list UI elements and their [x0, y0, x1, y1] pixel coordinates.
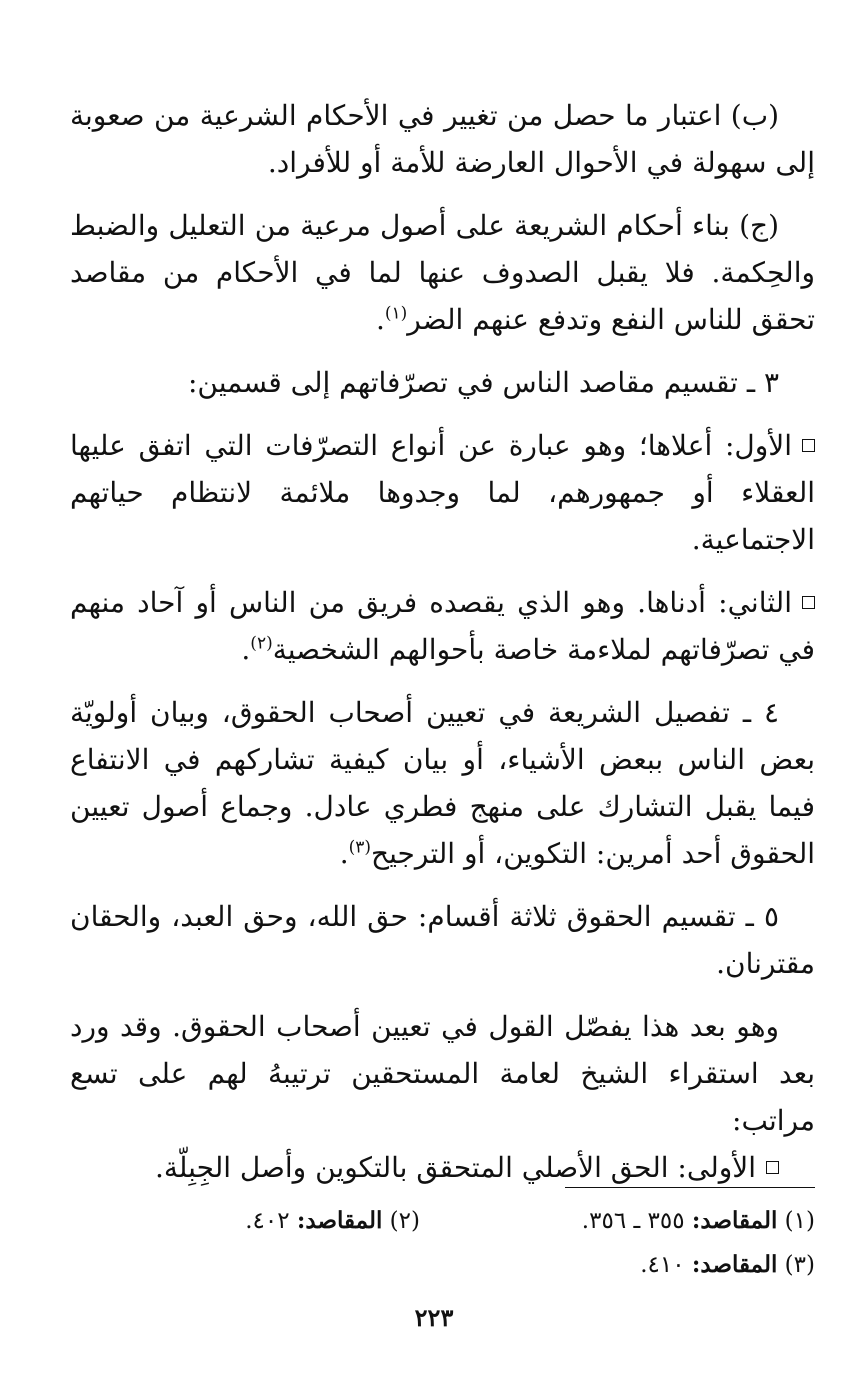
footnote-1-number: (١)	[784, 1208, 815, 1234]
ranks-intro-text: وهو بعد هذا يفصّل القول في تعيين أصحاب الحقوق. وقد ورد بعد استقراء الشيخ لعامة المستحقين ترتيبهُ لهم على تسع مراتب:	[70, 1010, 815, 1137]
bullet-second-text: الثاني: أدناها. وهو الذي يقصده فريق من الناس أو آحاد منهم في تصرّفاتهم لملاءمة خاصة بأحوالهم الشخصية	[70, 586, 815, 666]
section-3-text: ٣ ـ تقسيم مقاصد الناس في تصرّفاتهم إلى قسمين:	[187, 366, 779, 399]
bullet-second-end: .	[241, 633, 251, 666]
book-page-body	[70, 92, 815, 1207]
bullet-first-rank	[70, 1144, 815, 1191]
page-number: ٢٢٣	[414, 1303, 454, 1332]
paragraph-c	[70, 202, 815, 343]
footnote-3-label: المقاصد:	[691, 1251, 778, 1278]
footnote-2-label: المقاصد:	[296, 1207, 383, 1234]
footnote-2-number: (٢)	[389, 1208, 420, 1234]
section-5-text: ٥ ـ تقسيم الحقوق ثلاثة أقسام: حق الله، وحق العبد، والحقان مقترنان.	[70, 900, 815, 980]
ranks-intro-paragraph	[70, 1003, 815, 1144]
paragraph-b	[70, 92, 815, 186]
footnote-ref-3: (٣)	[348, 837, 372, 858]
bullet-second-category	[70, 579, 815, 673]
square-bullet-icon	[802, 596, 815, 609]
footnote-3-number: (٣)	[784, 1252, 815, 1278]
first-rank-text: الأولى: الحق الأصلي المتحقق بالتكوين وأصل الجِبِلّة.	[154, 1151, 756, 1184]
paragraph-c-end: .	[375, 303, 385, 336]
paragraph-b-text: (ب) اعتبار ما حصل من تغيير في الأحكام الشرعية من صعوبة إلى سهولة في الأحوال العارضة للأمة أو للأفراد.	[70, 99, 815, 179]
footnote-ref-2: (٢)	[250, 633, 273, 654]
square-bullet-icon	[766, 1161, 779, 1174]
paragraph-c-text: (ج) بناء أحكام الشريعة على أصول مرعية من التعليل والضبط والحِكمة. فلا يقبل الصدوف عنها لما في الأحكام من مقاصد تحقق للناس النفع وتدفع عنهم الضر	[70, 209, 815, 336]
footnote-3-value: ٤١٠.	[640, 1252, 685, 1278]
section-4-paragraph	[70, 689, 815, 877]
footnote-1	[582, 1204, 815, 1238]
footnote-ref-1: (١)	[384, 303, 408, 324]
bullet-first-text: الأول: أعلاها؛ وهو عبارة عن أنواع التصرّفات التي اتفق عليها العقلاء أو جمهورهم، لما وجدوها ملائمة لانتظام حياتهم الاجتماعية.	[70, 429, 815, 556]
bullet-first-category	[70, 422, 815, 563]
section-4-end: .	[339, 837, 349, 870]
footnote-2-value: ٤٠٢.	[245, 1208, 290, 1234]
footnote-3	[640, 1248, 815, 1282]
section-3-heading	[70, 359, 815, 406]
footnote-1-label: المقاصد:	[691, 1207, 778, 1234]
square-bullet-icon	[802, 439, 815, 452]
section-4-text: ٤ ـ تفصيل الشريعة في تعيين أصحاب الحقوق، وبيان أولويّة بعض الناس ببعض الأشياء، أو بيان كيفية تشاركهم في الانتفاع فيما يقبل التشارك على منهج فطري عادل. وجماع أصول تعيين الحقوق أحد أمرين: التكوين، أو الترجيح	[70, 696, 815, 870]
section-5-paragraph	[70, 893, 815, 987]
footnote-separator	[565, 1187, 815, 1188]
footnote-1-value: ٣٥٥ ـ ٣٥٦.	[581, 1208, 685, 1234]
footnote-2	[245, 1204, 420, 1238]
